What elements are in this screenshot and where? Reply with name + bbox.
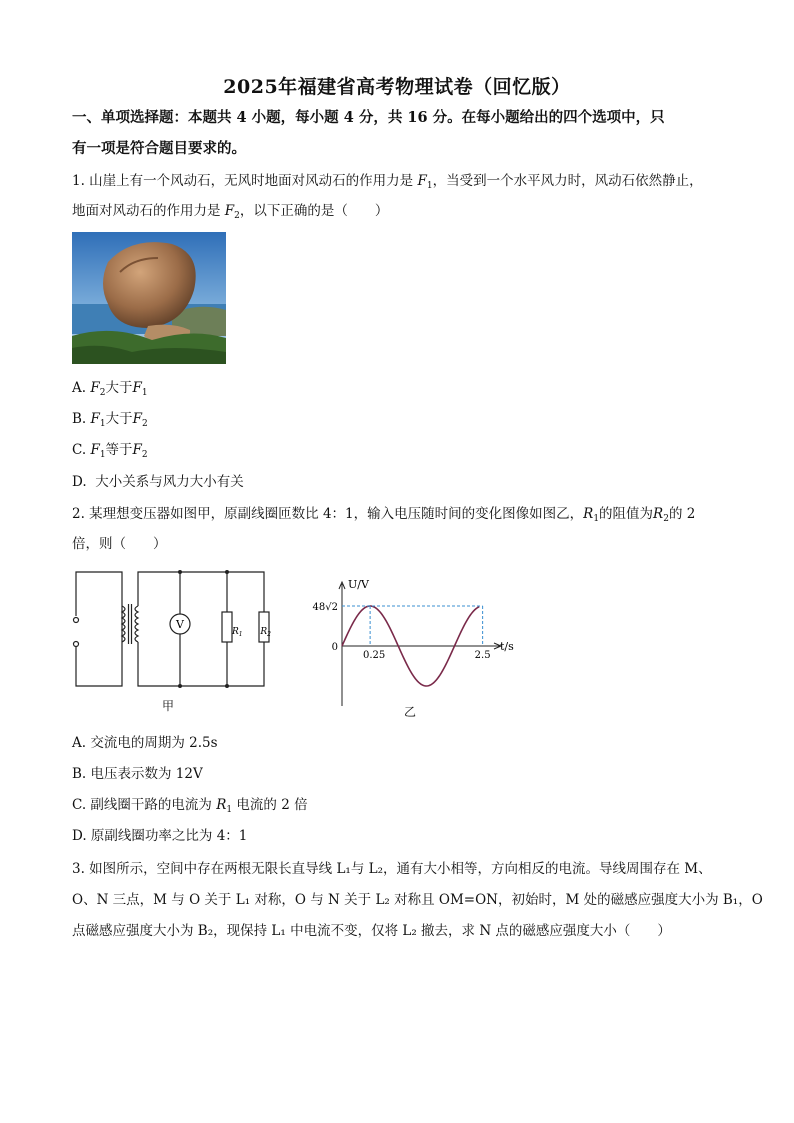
chart-y-tick-top: 48√2 [312,602,338,613]
q2-stem-text: 的 2 [668,506,696,522]
chart-x-tick-0.25: 0.25 [362,650,386,661]
r2-label: $R_2$ [260,627,271,638]
chart-y-label: U/V [348,578,369,591]
q1-option-b[interactable]: B. $F_1$大于$F_2$ [72,411,148,429]
q2-option-b[interactable]: B. 电压表示数为 12V [72,766,203,782]
q2-option-a[interactable]: A. 交流电的周期为 2.5s [72,735,218,751]
voltage-time-chart [308,576,522,716]
q1-option-d-text: 大小关系与风力大小有关 [95,474,244,490]
q1-stem-text: 1. 山崖上有一个风动石，无风时地面对风动石的作用力是 [72,173,418,189]
q2-option-c[interactable]: C. 副线圈干路的电流为 $R_1$ 电流的 2 倍 [72,797,308,815]
chart-x-label: t/s [500,640,514,653]
q1-option-a-text: 大于 [105,380,133,396]
q2-stem-line2: 倍，则（ ） [72,536,167,552]
q1-stem-text: ，以下正确的是（ ） [239,203,389,219]
chart-guide-lines [342,606,483,646]
q1-option-c-text: 等于 [105,442,133,458]
wind-rock-photo [72,232,226,364]
q1-option-d[interactable]: D. 大小关系与风力大小有关 [72,474,244,490]
chart-axes [339,582,501,706]
q2-option-d[interactable]: D. 原副线圈功率之比为 4：1 [72,828,248,844]
figure-jia-caption: 甲 [162,699,175,713]
q2-stem-text: 的阻值为 [599,506,654,522]
q1-stem-line1: 1. 山崖上有一个风动石，无风时地面对风动石的作用力是 $F_1$，当受到一个水平风力时，风动石依然静止， [72,173,703,191]
section-heading-line1: 一、单项选择题：本题共 4 小题，每小题 4 分，共 16 分。在每小题给出的四个选项中，只 [72,109,665,126]
q2-option-c-text: C. 副线圈干路的电流为 [72,797,217,813]
q1-option-b-text: 大于 [105,411,133,427]
figure-yi-caption: 乙 [404,705,417,719]
chart-y-tick-zero: 0 [331,642,338,653]
q1-stem-text: 地面对风动石的作用力是 [72,203,225,219]
voltmeter-symbol: V [176,618,184,631]
page-title: 2025年福建省高考物理试卷（回忆版） [223,76,571,98]
q1-stem-line2: 地面对风动石的作用力是 $F_2$，以下正确的是（ ） [72,203,389,221]
q2-stem-text: 2. 某理想变压器如图甲，原副线圈匝数比 4：1，输入电压随时间的变化图像如图乙， [72,506,584,522]
chart-x-tick-2.5: 2.5 [474,650,491,661]
q2-stem-line1: 2. 某理想变压器如图甲，原副线圈匝数比 4：1，输入电压随时间的变化图像如图乙，$R_1$的阻值为$R_2$的 2 [72,506,696,524]
q1-option-a[interactable]: A. $F_2$大于$F_1$ [72,380,148,398]
section-heading-line2: 有一项是符合题目要求的。 [72,140,246,157]
r1-label: $R_1$ [232,627,243,638]
q1-option-c[interactable]: C. $F_1$等于$F_2$ [72,442,148,460]
q3-stem-line3: 点磁感应强度大小为 B₂，现保持 L₁ 中电流不变，仅将 L₂ 撤去，求 N 点的磁感应强度大小（ ） [72,923,671,939]
q1-stem-text: ，当受到一个水平风力时，风动石依然静止， [432,173,703,189]
q3-stem-line1: 3. 如图所示，空间中存在两根无限长直导线 L₁与 L₂，通有大小相等，方向相反的电流。导线周围存在 M、 [72,861,712,877]
q3-stem-line2: O、N 三点，M 与 O 关于 L₁ 对称，O 与 N 关于 L₂ 对称且 OM=ON，初始时，M 处的磁感应强度大小为 B₁，O [72,892,763,908]
transformer-circuit-diagram [70,566,270,712]
q2-option-c-text: 电流的 2 倍 [232,797,308,813]
